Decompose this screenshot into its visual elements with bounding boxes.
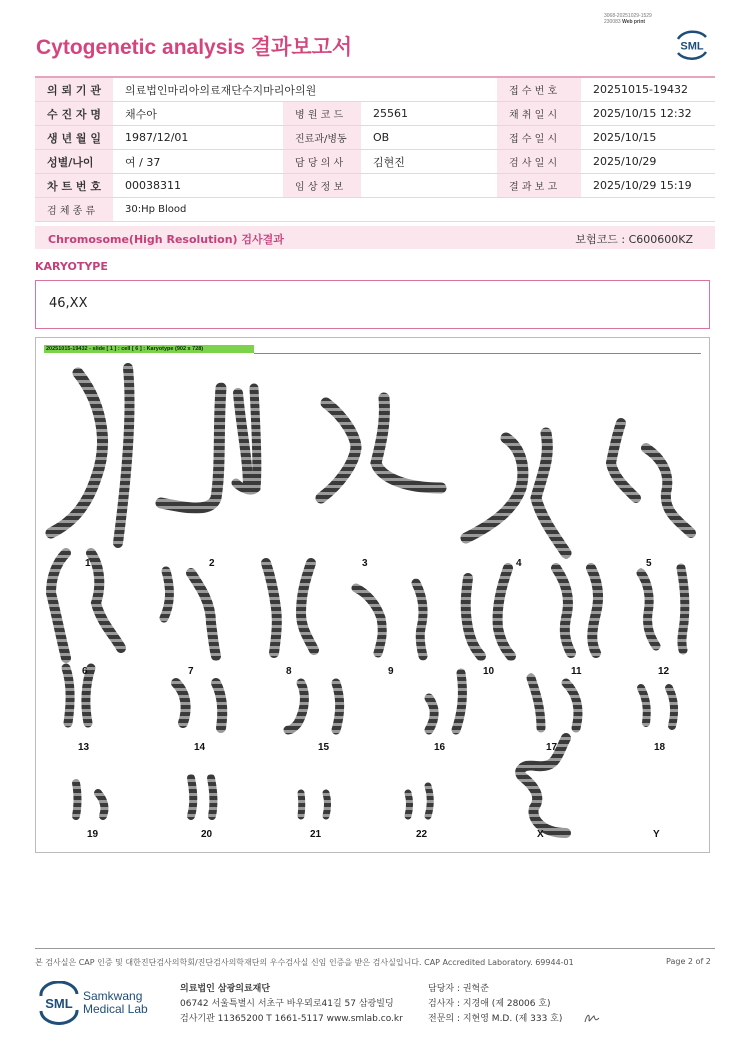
chromosome-label: 10 [483, 666, 495, 677]
chromosome-label: 5 [646, 558, 652, 569]
chromosome [326, 793, 328, 816]
value-department: OB [361, 126, 497, 150]
chromosome [321, 403, 356, 498]
chromosome-label: 3 [362, 558, 368, 569]
chromosome [118, 368, 130, 543]
chromosome [591, 568, 598, 653]
chromosome-label: 17 [546, 742, 558, 753]
chromosome [520, 738, 566, 833]
chromosome [98, 793, 104, 816]
chromosome-label: 11 [571, 666, 582, 677]
chromosome [466, 438, 523, 538]
chromosome [51, 553, 66, 658]
samkwang-logo-abbr: SML [45, 996, 73, 1011]
chromosome-label: 4 [516, 558, 522, 569]
value-patient-name: 채수아 [113, 102, 283, 126]
chromosome-label: 13 [78, 742, 90, 753]
chromosome [456, 673, 462, 730]
label-report-datetime: 결 과 보 고 [497, 174, 581, 198]
chromosome [336, 683, 340, 730]
chromosome-label: 1 [85, 558, 91, 569]
karyogram-caption: 20251015-19432 - slide [ 1 ] : cell [ 6 ] : Karyotype (902 x 728) [44, 345, 254, 353]
value-specimen-type: 30:Hp Blood [113, 198, 715, 222]
chromosome-label: 12 [658, 666, 670, 677]
karyogram-chromosomes [36, 338, 709, 852]
chromosome [408, 793, 410, 816]
chromosome [536, 433, 566, 553]
chromosome-label: 21 [310, 829, 322, 840]
chromosome [161, 388, 221, 508]
value-collection-datetime: 2025/10/15 12:32 [581, 102, 715, 126]
chromosome [429, 698, 434, 730]
organization-info [180, 982, 403, 1027]
patient-info-table [35, 76, 715, 222]
chromosome [556, 568, 571, 653]
info-row [35, 126, 715, 150]
staff-name: 지경애 (제 28006 호) [462, 999, 551, 1009]
chromosome-label: 20 [201, 829, 213, 840]
chromosome [669, 688, 674, 726]
label-department: 진료과/병동 [283, 126, 361, 150]
karyotype-result: 46,XX [49, 296, 88, 311]
chromosome-label: 2 [209, 558, 215, 569]
chromosome [611, 423, 636, 498]
info-row [35, 150, 715, 174]
value-received-datetime: 2025/10/15 [581, 126, 715, 150]
label-test-datetime: 검 사 일 시 [497, 150, 581, 174]
chromosome [641, 688, 647, 723]
section-title: Chromosome(High Resolution) 검사결과 [48, 233, 284, 246]
chromosome [164, 571, 170, 618]
label-chart-number: 차 트 번 호 [35, 174, 113, 198]
chromosome [301, 563, 314, 650]
accreditation-note: 본 검사실은 CAP 인증 및 대한진단검사의학회/진단검사의학재단의 우수검사실 신임 인증을 받은 검사실입니다. CAP Accredited Laboratory. 69944-01 [35, 958, 574, 967]
staff-role: 검사자 : [428, 999, 460, 1009]
chromosome [641, 573, 656, 646]
staff-info [428, 982, 562, 1027]
chromosome [76, 783, 78, 816]
chromosome [51, 373, 103, 533]
page-number: Page 2 of 2 [666, 957, 711, 966]
info-row [35, 102, 715, 126]
label-clinical-info: 임 상 정 보 [283, 174, 361, 198]
value-hospital-code: 25561 [361, 102, 497, 126]
staff-role: 전문의 : [428, 1014, 460, 1024]
chromosome [531, 678, 541, 728]
chromosome-label: 22 [416, 829, 428, 840]
karyotype-result-box [35, 280, 710, 329]
label-collection-datetime: 채 취 일 시 [497, 102, 581, 126]
value-requesting-institution: 의료법인마리아의료재단수지마리아의원 [113, 77, 497, 102]
result-section-header [35, 226, 715, 249]
karyogram-image [35, 337, 710, 853]
label-patient-name: 수 진 자 명 [35, 102, 113, 126]
chromosome-label: 8 [286, 666, 292, 677]
report-title: Cytogenetic analysis 결과보고서 [36, 36, 353, 59]
chromosome [416, 583, 423, 656]
info-row [35, 77, 715, 102]
chromosome [176, 683, 186, 723]
chromosome [566, 683, 578, 728]
value-test-datetime: 2025/10/29 [581, 150, 715, 174]
value-report-datetime: 2025/10/29 15:19 [581, 174, 715, 198]
chromosome [466, 578, 481, 656]
label-hospital-code: 병 원 코 드 [283, 102, 361, 126]
samkwang-logo [37, 981, 157, 1025]
info-row [35, 174, 715, 198]
chromosome [498, 568, 511, 656]
chromosome [681, 568, 685, 650]
insurance-code: 보험코드 : C600600KZ [575, 233, 693, 246]
print-meta [604, 13, 652, 25]
chromosome [356, 588, 382, 653]
label-received-datetime: 접 수 일 시 [497, 126, 581, 150]
chromosome-label: 19 [87, 829, 99, 840]
value-clinical-info [361, 174, 497, 198]
print-meta-web: Web print [622, 19, 646, 25]
label-sex-age: 성별/나이 [35, 150, 113, 174]
chromosome-label: 9 [388, 666, 394, 677]
chromosome-label: 14 [194, 742, 206, 753]
chromosome [91, 553, 121, 648]
karyotype-label: KARYOTYPE [35, 260, 108, 273]
chromosome [216, 683, 222, 728]
value-sex-age: 여 / 37 [113, 150, 283, 174]
chromosome-label: 6 [82, 666, 88, 677]
chromosome-label: 7 [188, 666, 194, 677]
signature-icon [583, 1011, 601, 1025]
chromosome [376, 398, 441, 488]
staff-role: 담당자 : [428, 984, 460, 994]
chromosome [66, 668, 70, 723]
chromosome [238, 393, 248, 488]
label-physician: 담 당 의 사 [283, 150, 361, 174]
value-physician: 김현진 [361, 150, 497, 174]
chromosome-label: X [537, 829, 544, 840]
chromosome-label: Y [653, 829, 660, 840]
chromosome-label: 18 [654, 742, 666, 753]
sml-logo-icon [672, 25, 712, 65]
chromosome [646, 448, 691, 533]
chromosome [266, 563, 277, 653]
chromosome [191, 573, 216, 656]
org-contact: 검사기관 11365200 T 1661-5117 www.smlab.co.kr [180, 1014, 403, 1024]
chromosome [211, 778, 213, 816]
label-accession-number: 접 수 번 호 [497, 77, 581, 102]
label-birth-date: 생 년 월 일 [35, 126, 113, 150]
value-accession-number: 20251015-19432 [581, 77, 715, 102]
label-requesting-institution: 의 뢰 기 관 [35, 77, 113, 102]
chromosome-label: 16 [434, 742, 446, 753]
info-row [35, 198, 715, 222]
chromosome-label: 15 [318, 742, 330, 753]
label-specimen-type: 검 체 종 류 [35, 198, 113, 222]
print-meta-code: 3068-20251029-1529 [604, 13, 652, 19]
sml-logo-text: SML [680, 40, 704, 53]
logo-name-line2: Medical Lab [83, 1002, 148, 1016]
staff-name: 권혁준 [462, 984, 489, 994]
value-chart-number: 00038311 [113, 174, 283, 198]
org-address: 06742 서울특별시 서초구 바우뫼로41길 57 삼광빌딩 [180, 999, 394, 1009]
footer-divider [35, 948, 715, 949]
staff-name: 지현영 M.D. (제 333 호) [462, 1014, 563, 1024]
print-meta-code2: 230083 [604, 19, 621, 25]
value-birth-date: 1987/12/01 [113, 126, 283, 150]
org-name: 의료법인 삼광의료재단 [180, 984, 271, 994]
logo-name-line1: Samkwang [83, 989, 143, 1003]
chromosome [288, 683, 304, 730]
chromosome [428, 786, 430, 816]
chromosome [191, 778, 193, 816]
chromosome [301, 793, 302, 816]
samkwang-logo-icon [37, 981, 81, 1025]
